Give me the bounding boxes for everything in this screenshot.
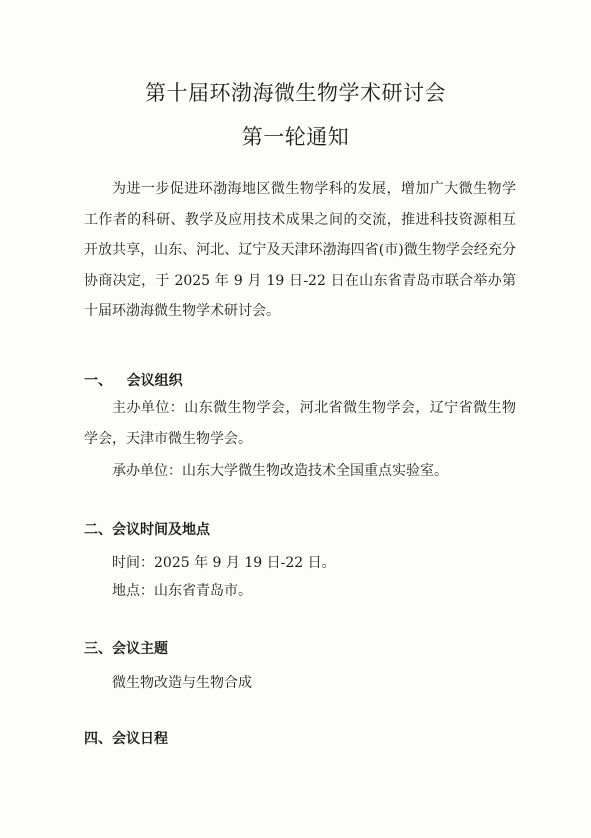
meeting-place: 地点：山东省青岛市。 xyxy=(112,583,252,599)
section-heading-schedule: 四、会议日程 xyxy=(84,731,168,747)
organizer-unit: 承办单位：山东大学微生物改造技术全国重点实验室。 xyxy=(112,463,448,479)
meeting-theme: 微生物改造与生物合成 xyxy=(112,675,252,691)
intro-paragraph: 为进一步促进环渤海地区微生物学科的发展，增加广大微生物学工作者的科研、教学及应用技术成果之间的交流，推进科技资源相互开放共享，山东、河北、辽宁及天津环渤海四省(市)微生物学会经充分协商决定，于 2025 年 9 月 19 日-22 日在山东省青岛市联合举办第十届环渤海微生物学术研讨会。 xyxy=(84,181,516,319)
meeting-time: 时间：2025 年 9 月 19 日-22 日。 xyxy=(112,555,336,571)
host-units: 主办单位：山东微生物学会，河北省微生物学会，辽宁省微生物学会，天津市微生物学会。 xyxy=(84,400,516,447)
document-title: 第十届环渤海微生物学术研讨会 xyxy=(145,81,446,105)
section-heading-theme: 三、会议主题 xyxy=(84,641,168,657)
section-heading-organization: 一、 会议组织 xyxy=(84,373,183,389)
document-subtitle: 第一轮通知 xyxy=(241,125,350,149)
section-heading-time-place: 二、会议时间及地点 xyxy=(84,522,210,538)
